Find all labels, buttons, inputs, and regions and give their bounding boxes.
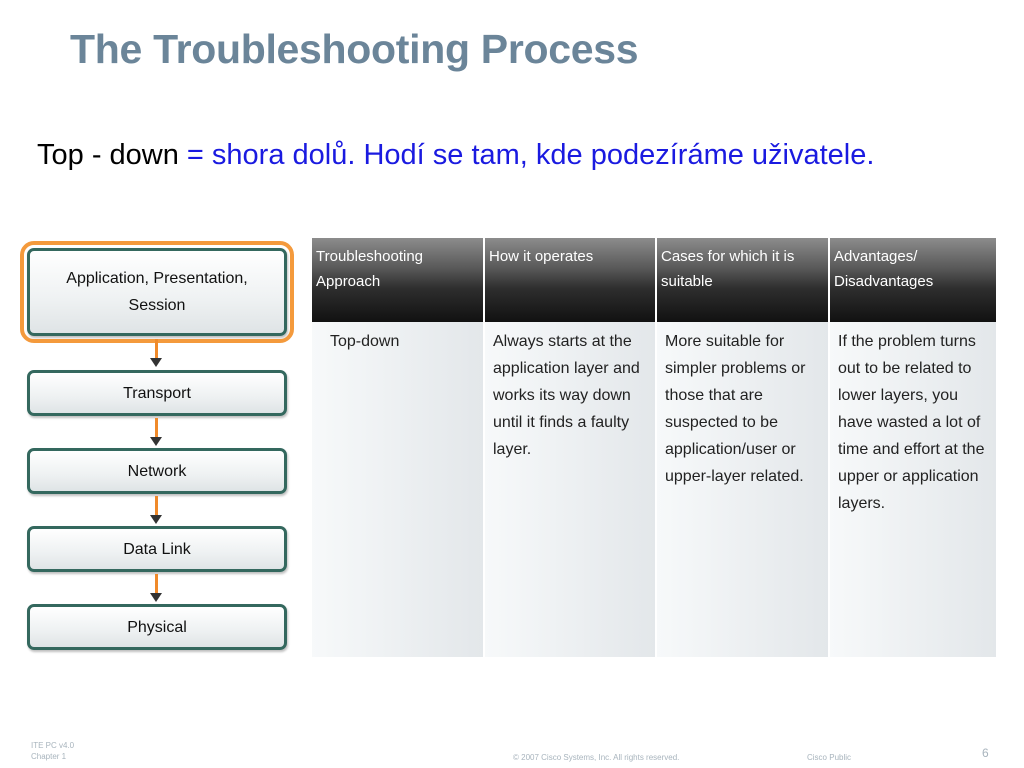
slide-subtitle xyxy=(37,137,937,174)
layer-data-link xyxy=(27,526,287,572)
page-number: 6 xyxy=(982,746,989,760)
subtitle-term: Top - down xyxy=(37,139,179,171)
layer-physical xyxy=(27,604,287,650)
layer-network-label: Network xyxy=(127,462,187,480)
cell-approach: Top-down xyxy=(312,322,485,657)
down-arrow-icon xyxy=(150,418,162,446)
subtitle-explanation: = shora dolů. Hodí se tam, kde podezíráme uživatele. xyxy=(178,139,875,171)
layer-data-link-label: Data Link xyxy=(123,540,191,558)
cell-cases: More suitable for simpler problems or those that are suspected to be application/user or upper-layer related. xyxy=(657,322,830,657)
header-cases: Cases for which it is suitable xyxy=(657,238,830,322)
cell-operation: Always starts at the application layer and works its way down until it finds a faulty layer. xyxy=(485,322,657,657)
header-operation: How it operates xyxy=(485,238,657,322)
down-arrow-icon xyxy=(150,339,162,367)
layer-application-label: Application, Presentation, Session xyxy=(66,270,248,314)
footer-chapter: Chapter 1 xyxy=(31,752,67,761)
down-arrow-icon xyxy=(150,574,162,602)
layer-physical-label: Physical xyxy=(127,618,187,636)
footer-classification: Cisco Public xyxy=(807,753,852,762)
layer-transport-label: Transport xyxy=(123,384,191,402)
troubleshooting-table xyxy=(312,238,996,657)
footer-course: ITE PC v4.0 xyxy=(31,741,75,750)
slide-title: The Troubleshooting Process xyxy=(70,26,639,72)
footer-course-info xyxy=(31,740,74,762)
table-header-row xyxy=(312,238,996,322)
footer-copyright: © 2007 Cisco Systems, Inc. All rights reserved. xyxy=(513,753,680,762)
cell-advantages: If the problem turns out to be related to lower layers, you have wasted a lot of time and effort at the upper or application layers. xyxy=(830,322,996,657)
header-approach: Troubleshooting Approach xyxy=(312,238,485,322)
table-row xyxy=(312,322,996,657)
layer-network xyxy=(27,448,287,494)
layer-transport xyxy=(27,370,287,416)
down-arrow-icon xyxy=(150,496,162,524)
layer-application xyxy=(27,248,287,336)
osi-layer-stack xyxy=(22,242,292,662)
header-advantages: Advantages/ Disadvantages xyxy=(830,238,996,322)
